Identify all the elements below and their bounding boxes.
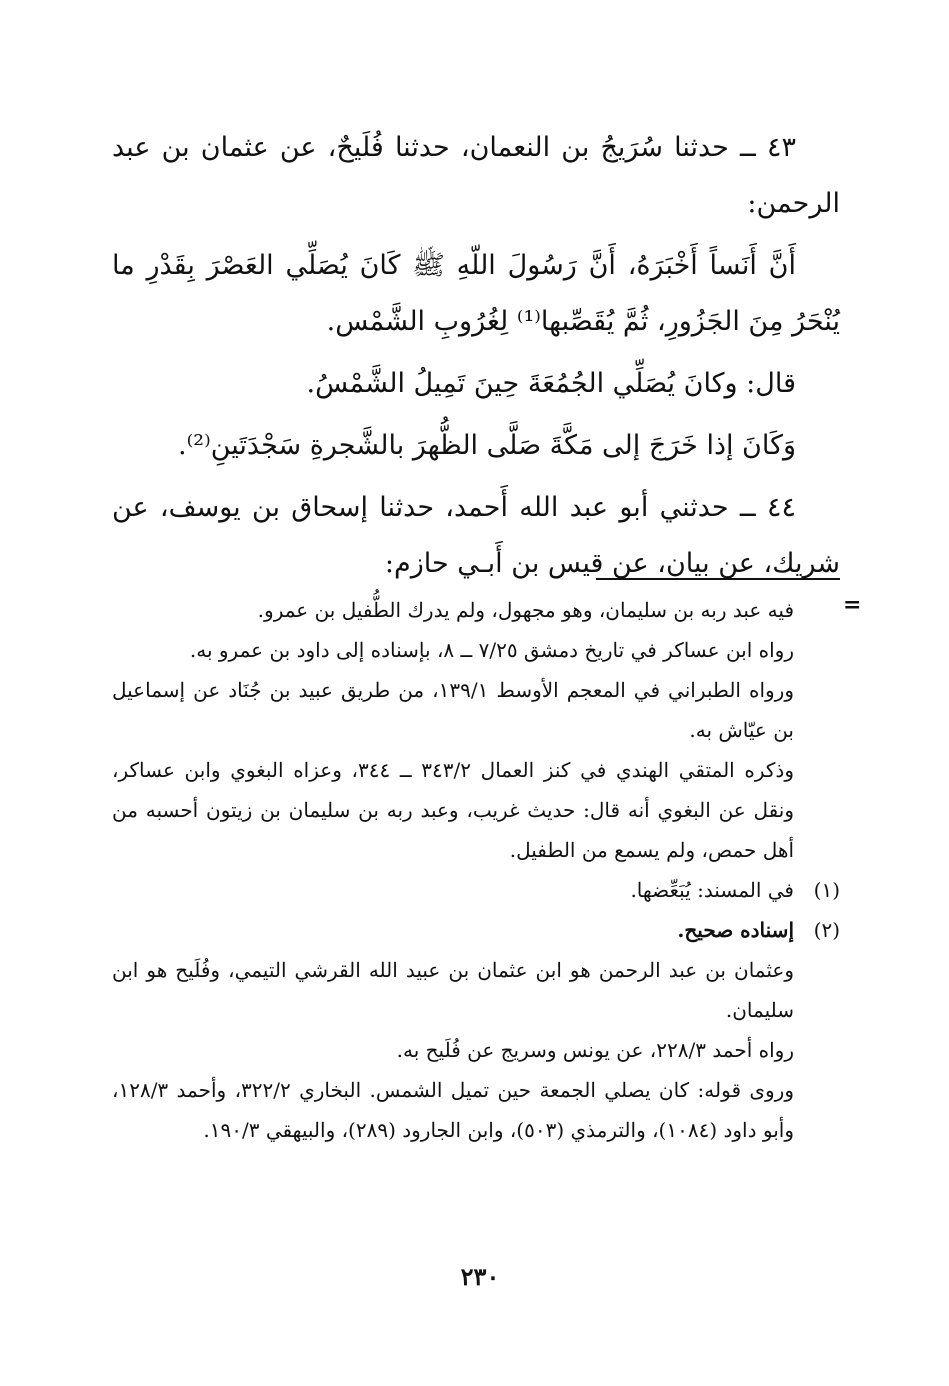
hadith-43-text-1: أَنَّ أَنَساً أَخْبَرَهُ، أَنَّ رَسُولَ اللّهِ ﷺ كَانَ يُصَلِّي العَصْرَ بِقَدْرِ ما يُنْحَرُ مِنَ الجَزُورِ، ثُمَّ يُقَصِّبها⁽¹⁾ لِغُرُوبِ الشَّمْس.: [112, 250, 840, 337]
main-text: [112, 120, 840, 592]
hadith-43-chain: ٤٣ ــ حدثنا سُرَيجُ بن النعمان، حدثنا فُلَيحٌ، عن عثمان بن عبد الرحمن:: [112, 132, 840, 219]
footnote-continuation-2: رواه ابن عساكر في تاريخ دمشق ٧/٢٥ ــ ٨، بإسناده إلى داود بن عمرو به.: [189, 638, 794, 662]
footnotes: [112, 590, 840, 1150]
footnote-2-paragraph-1: وعثمان بن عبد الرحمن هو ابن عثمان بن عبيد الله القرشي التيمي، وفُلَيح هو ابن سليمان.: [112, 958, 794, 1022]
footnote-1-text: في المسند: يُبَعِّضها.: [630, 878, 794, 902]
footnote-1-number: (١): [813, 878, 840, 902]
footnote-continuation-1: فيه عبد ربه بن سليمان، وهو مجهول، ولم يدرك الطُّفيل بن عمرو.: [257, 598, 794, 622]
hadith-44-chain: ٤٤ ــ حدثني أبو عبد الله أَحمد، حدثنا إسحاق بن يوسف، عن شريك، عن بيان، عن قيس بن أَبـي حازم:: [112, 492, 840, 579]
footnote-separator: [596, 578, 840, 580]
footnote-2-number: (٢): [813, 918, 840, 942]
page-number: ٢٣٠: [460, 1262, 500, 1291]
footnote-2-text: إسناده صحيح.: [677, 918, 794, 942]
footnote-continuation-mark: =: [843, 592, 862, 618]
footnote-2-paragraph-3: وروى قوله: كان يصلي الجمعة حين تميل الشمس. البخاري ٣٢٢/٢، وأحمد ١٢٨/٣، وأبو داود (١٠٨٤)، والترمذي (٥٠٣)، وابن الجارود (٢٨٩)، والبيهقي ١٩٠/٣.: [112, 1078, 795, 1142]
footnote-2-paragraph-2: رواه أحمد ٢٢٨/٣، عن يونس وسريج عن فُلَيح به.: [396, 1038, 794, 1062]
hadith-43-text-3: وَكَانَ إذا خَرَجَ إلى مَكَّةَ صَلَّى الظُّهرَ بالشَّجرةِ سَجْدَتَينِ⁽²⁾.: [178, 430, 796, 461]
footnote-2: [112, 910, 840, 950]
hadith-43-text-2: قال: وكانَ يُصَلِّي الجُمُعَةَ حِينَ تَمِيلُ الشَّمْسُ.: [306, 368, 796, 399]
footnote-continuation-3: ورواه الطبراني في المعجم الأوسط ١٣٩/١، من طريق عبيد بن جُنَاد عن إسماعيل بن عيّاش به.: [112, 678, 794, 742]
footnote-continuation-4: وذكره المتقي الهندي في كنز العمال ٣٤٣/٢ ــ ٣٤٤، وعزاه البغوي وابن عساكر، ونقل عن البغوي أنه قال: حديث غريب، وعبد ربه بن سليمان بن زيتون أحسبه من أهل حمص، ولم يسمع من الطفيل.: [112, 758, 794, 862]
footnote-1: [112, 870, 840, 910]
